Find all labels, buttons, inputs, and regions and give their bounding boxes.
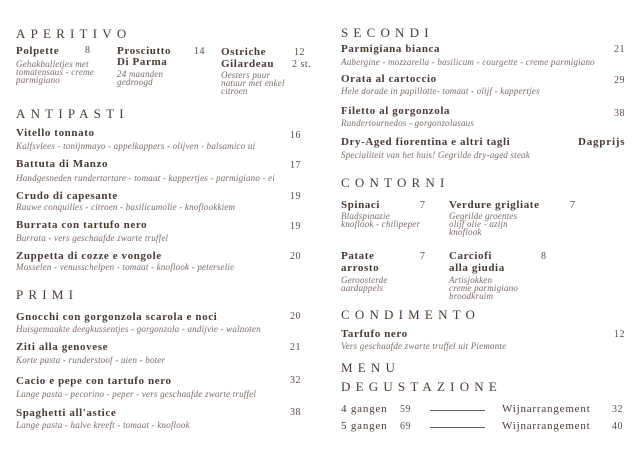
item-price: 19 [290, 191, 301, 202]
item-desc: olijf olie - azijn [449, 219, 508, 229]
item-name: Gilardeau [221, 58, 275, 70]
item-desc: Specialiteit van het huis! Gegrilde dry-aged steak [341, 150, 530, 160]
item-price: Dagprijs [578, 136, 626, 148]
item-name: Spinaci [341, 199, 381, 211]
item-price: 8 [541, 251, 547, 262]
courses-label: 4 gangen [341, 403, 388, 415]
item-price: 38 [614, 108, 625, 119]
item-desc: Oesters puur [221, 70, 271, 80]
item-name: Parmigiana bianca [341, 43, 441, 55]
item-price: 21 [290, 342, 301, 353]
wine-label: Wijnarrangement [502, 403, 591, 415]
item-desc: Rauwe conquilles - citroen - basilicumolie - knoflookkiem [16, 202, 236, 212]
item-name: Dry-Aged fiorentina e altri tagli [341, 136, 511, 148]
item-price: 12 [294, 47, 305, 58]
item-desc: Huisgemaakte deegkussentjes - gorgonzola - andijvie - walnoten [16, 324, 261, 334]
item-desc: natuur met enkel [221, 78, 285, 88]
item-desc: Lange pasta - pecorino - peper - vers geschaafde zwarte truffel [16, 389, 257, 399]
item-name: arrosto [341, 262, 380, 274]
item-name: Tarfufo nero [341, 328, 408, 340]
divider-line [430, 427, 485, 428]
item-price: 20 [290, 311, 301, 322]
primi-heading: PRIMI [16, 287, 79, 302]
item-price: 14 [194, 46, 205, 57]
item-price: 17 [290, 160, 301, 171]
item-desc: 24 maanden [117, 69, 164, 79]
item-desc: Bladspinazie [341, 211, 390, 221]
courses-price: 69 [400, 421, 411, 432]
item-name: Patate [341, 250, 375, 262]
item-name: Ostriche [221, 46, 267, 58]
item-desc: Vers geschaafde zwarte truffel uit Piemonte [341, 341, 507, 351]
item-desc: creme parmigiano [449, 283, 519, 293]
aperitivo-heading: APERITIVO [16, 26, 132, 41]
wine-label: Wijnarrangement [502, 420, 591, 432]
item-price: 21 [614, 44, 625, 55]
item-desc: Kalfsvlees - tonijnmayo - appelkappers - olijven - balsamico ui [16, 141, 256, 151]
item-desc: Mosselen - venusschelpen - tomaat - knoflook - peterselie [16, 262, 235, 272]
contorni-heading: CONTORNI [341, 175, 450, 190]
item-desc: Burrata - vers geschaafde zwarte truffel [16, 233, 169, 243]
item-name: Spaghetti all'astice [16, 407, 117, 419]
item-name: Ziti alla genovese [16, 341, 109, 353]
item-desc: Aubergine - mozzarella - basilicum - courgette - creme parmigiano [341, 57, 595, 67]
item-name: Burrata con tartufo nero [16, 219, 148, 231]
item-price: 12 [614, 329, 625, 340]
item-price: 29 [614, 75, 625, 86]
item-name: Vitello tonnato [16, 127, 95, 139]
item-name: Verdure grigliate [449, 199, 540, 211]
item-price: 32 [290, 375, 301, 386]
item-name: Crudo di capesante [16, 190, 118, 202]
item-price: 7 [420, 251, 426, 262]
item-desc: citroen [221, 86, 248, 96]
item-desc: Lange pasta - halve kreeft - tomaat - knoflook [16, 420, 190, 430]
divider-line [430, 410, 485, 411]
item-name: Gnocchi con gorgonzola scarola e noci [16, 311, 218, 323]
item-name: Battuta di Manzo [16, 158, 109, 170]
item-name: Filetto al gorgonzola [341, 105, 451, 117]
degustazione-heading-line2: DEGUSTAZIONE [341, 379, 503, 394]
item-unit: 2 st. [292, 59, 312, 70]
item-price: 16 [290, 130, 301, 141]
wine-price: 32 [612, 404, 623, 415]
item-name: Prosciutto [117, 45, 172, 57]
item-desc: Gegrilde groentes [449, 211, 518, 221]
item-price: 19 [290, 221, 301, 232]
wine-price: 40 [612, 421, 623, 432]
item-desc: knoflook [449, 227, 482, 237]
item-name: Zuppetta di cozze e vongole [16, 250, 162, 262]
item-desc: Handgesneden rundertartare - tomaat - kappertjes - parmigiano - ei [16, 173, 276, 183]
item-name: Polpette [16, 45, 60, 57]
secondi-heading: SECONDI [341, 25, 434, 40]
item-name: alla giudia [449, 262, 505, 274]
item-desc: Artisjokken [449, 275, 493, 285]
item-price: 7 [420, 200, 426, 211]
courses-price: 59 [400, 404, 411, 415]
item-desc: parmigiano [16, 75, 61, 85]
courses-label: 5 gangen [341, 420, 388, 432]
item-desc: broodkruim [449, 291, 494, 301]
item-desc: Korte pasta - runderstoof - uien - boter [16, 355, 166, 365]
item-name: Cacio e pepe con tartufo nero [16, 375, 172, 387]
degustazione-heading-line1: MENU [341, 360, 401, 375]
item-price: 8 [85, 45, 91, 56]
item-price: 38 [290, 407, 301, 418]
item-desc: Gehakballetjes met [16, 59, 89, 69]
item-desc: Geroosterde [341, 275, 388, 285]
item-desc: aardappels [341, 283, 384, 293]
item-price: 20 [290, 251, 301, 262]
item-desc: Hele dorade in papillotte- tomaat - olijf - kappertjes [341, 86, 540, 96]
item-name: Carciofi [449, 250, 493, 262]
condimento-heading: CONDIMENTO [341, 307, 481, 322]
item-name: Di Parma [117, 56, 168, 68]
item-desc: knoflook - chilipeper [341, 219, 421, 229]
item-desc: Rundertournedos - gorgonzolasaus [341, 118, 475, 128]
item-name: Orata al cartoccio [341, 73, 437, 85]
item-desc: gedroogd [117, 77, 153, 87]
antipasti-heading: ANTIPASTI [16, 106, 129, 121]
item-desc: tomatensaus - creme [16, 67, 94, 77]
item-price: 7 [570, 200, 576, 211]
